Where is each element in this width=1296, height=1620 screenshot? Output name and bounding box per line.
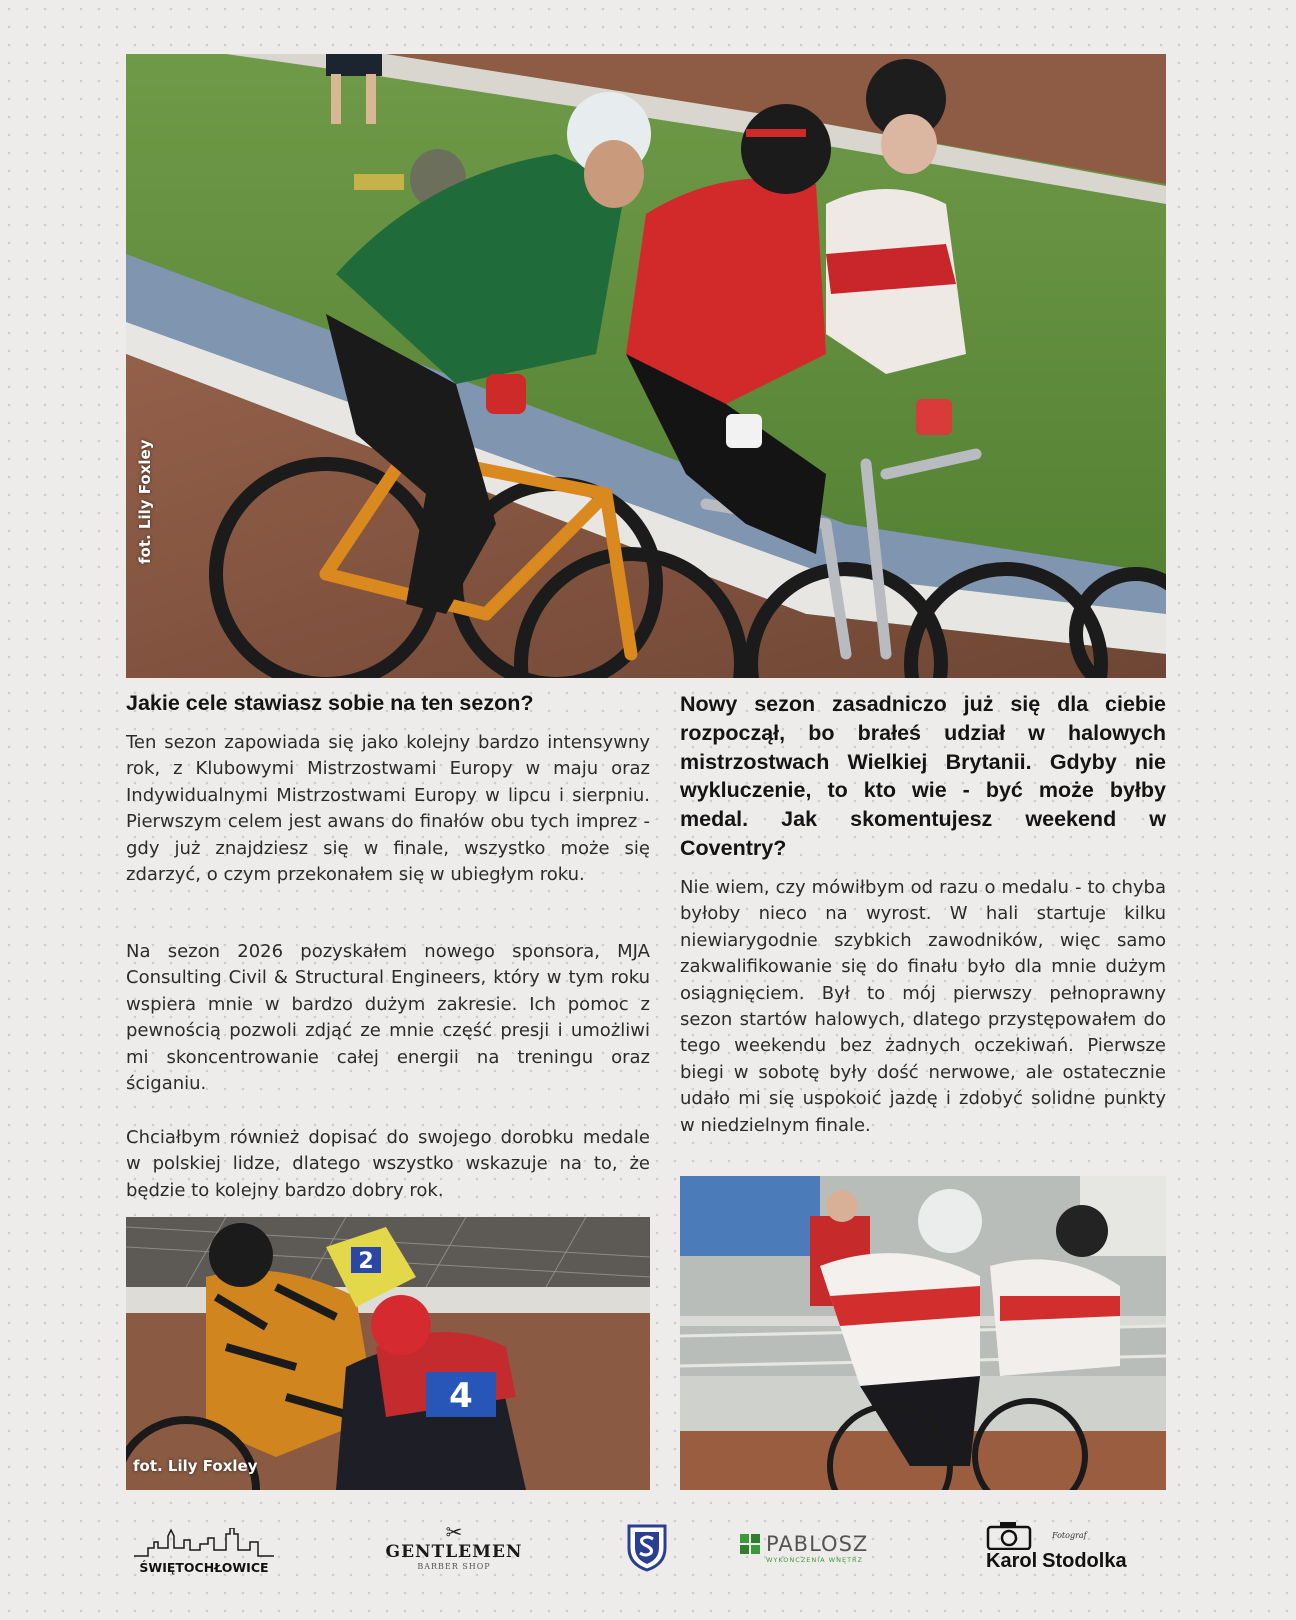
gentlemen-subtext: BARBER SHOP (417, 1562, 491, 1571)
riders-race-illustration (680, 1176, 1166, 1490)
cyclists-race-illustration (126, 54, 1166, 678)
pablosz-text: PABLOSZ (766, 1532, 869, 1556)
pablosz-subtext: WYKOŃCZENIA WNĘTRZ (766, 1556, 864, 1564)
left-question-heading: Jakie cele stawiasz sobie na ten sezon? (126, 691, 534, 715)
left-paragraph-3: Chciałbym również dopisać do swojego dorobku medale w polskiej lidze, dlatego wszystko wskazuje na to, że będzie to kolejny bardzo dobry rok. (126, 1127, 650, 1201)
swietochlowice-logo (134, 1528, 274, 1575)
jersey-number-4: 4 (449, 1376, 473, 1416)
club-shield-logo (622, 1522, 672, 1572)
bottom-right-photo (680, 1176, 1166, 1490)
karol-stodolka-logo (986, 1520, 1136, 1573)
right-question-heading: Nowy sezon zasadniczo już się dla ciebie rozpoczął, bo brałeś udział w halowych mistrzostwach Wielkiej Brytanii. Gdyby nie wykluczenie, to kto wie - być może byłby medal. Jak skomentujesz weekend w Coventry? (680, 692, 1166, 860)
right-paragraph: Nie wiem, czy mówiłbym od razu o medalu - to chyba byłoby nieco na wyrost. W hali startuje kilku niewiarygodnie szybkich zawodników, więc samo zakwalifikowanie się do finału było dla mnie dużym osiągnięciem. Był to mój pierwszy pełnoprawny sezon startów halowych, dlatego przystępowałem do tego weekendu bez żadnych oczekiwań. Pierwsze biegi w sobotę były dość nerwowe, ale ostatecznie udało mi się uspokoić jazdę i zdobyć solidne punkty w niedzielnym finale. (680, 877, 1166, 1136)
gentlemen-text: GENTLEMEN (385, 1542, 523, 1562)
camera-icon (986, 1520, 1032, 1550)
pablosz-logo (738, 1532, 898, 1564)
photo-credit-bottom-left: fot. Lily Foxley (133, 1457, 258, 1475)
left-paragraph-2: Na sezon 2026 pozyskałem nowego sponsora, MJA Consulting Civil & Structural Engineers, który w tym roku wspiera mnie w bardzo dużym zakresie. Ich pomoc z pewnością pozwoli zdjąć ze mnie część presji i umożliwi mi skoncentrowanie całej energii na treningu oraz ściganiu. (126, 941, 650, 1095)
photo-credit-main: fot. Lily Foxley (136, 439, 154, 564)
scissors-icon: ✂ (445, 1520, 463, 1544)
sponsor-logos (126, 1520, 1166, 1598)
leaf-icon (738, 1532, 762, 1556)
swietochlowice-text: ŚWIĘTOCHŁOWICE (139, 1560, 269, 1575)
fotograf-name-last: Stodolka (1042, 1550, 1127, 1572)
bottom-left-photo (126, 1217, 650, 1490)
fotograf-name-first: Karol (986, 1550, 1038, 1572)
shield-icon (626, 1522, 668, 1572)
city-skyline-icon (134, 1528, 274, 1558)
gentlemen-logo (384, 1522, 524, 1571)
riders-jersey-illustration (126, 1217, 650, 1490)
left-paragraph-1: Ten sezon zapowiada się jako kolejny bardzo intensywny rok, z Klubowymi Mistrzostwami Europy w maju oraz Indywidualnymi Mistrzostwami Europy w lipcu i sierpniu. Pierwszym celem jest awans do finałów obu tych imprez - gdy już znajdziesz się w finale, wszystko może się zdarzyć, o czym przekonałem się w ubiegłym roku. (126, 732, 650, 886)
jersey-number-2: 2 (358, 1249, 374, 1274)
main-photo (126, 54, 1166, 678)
fotograf-small-text: Fotograf (1052, 1531, 1087, 1540)
